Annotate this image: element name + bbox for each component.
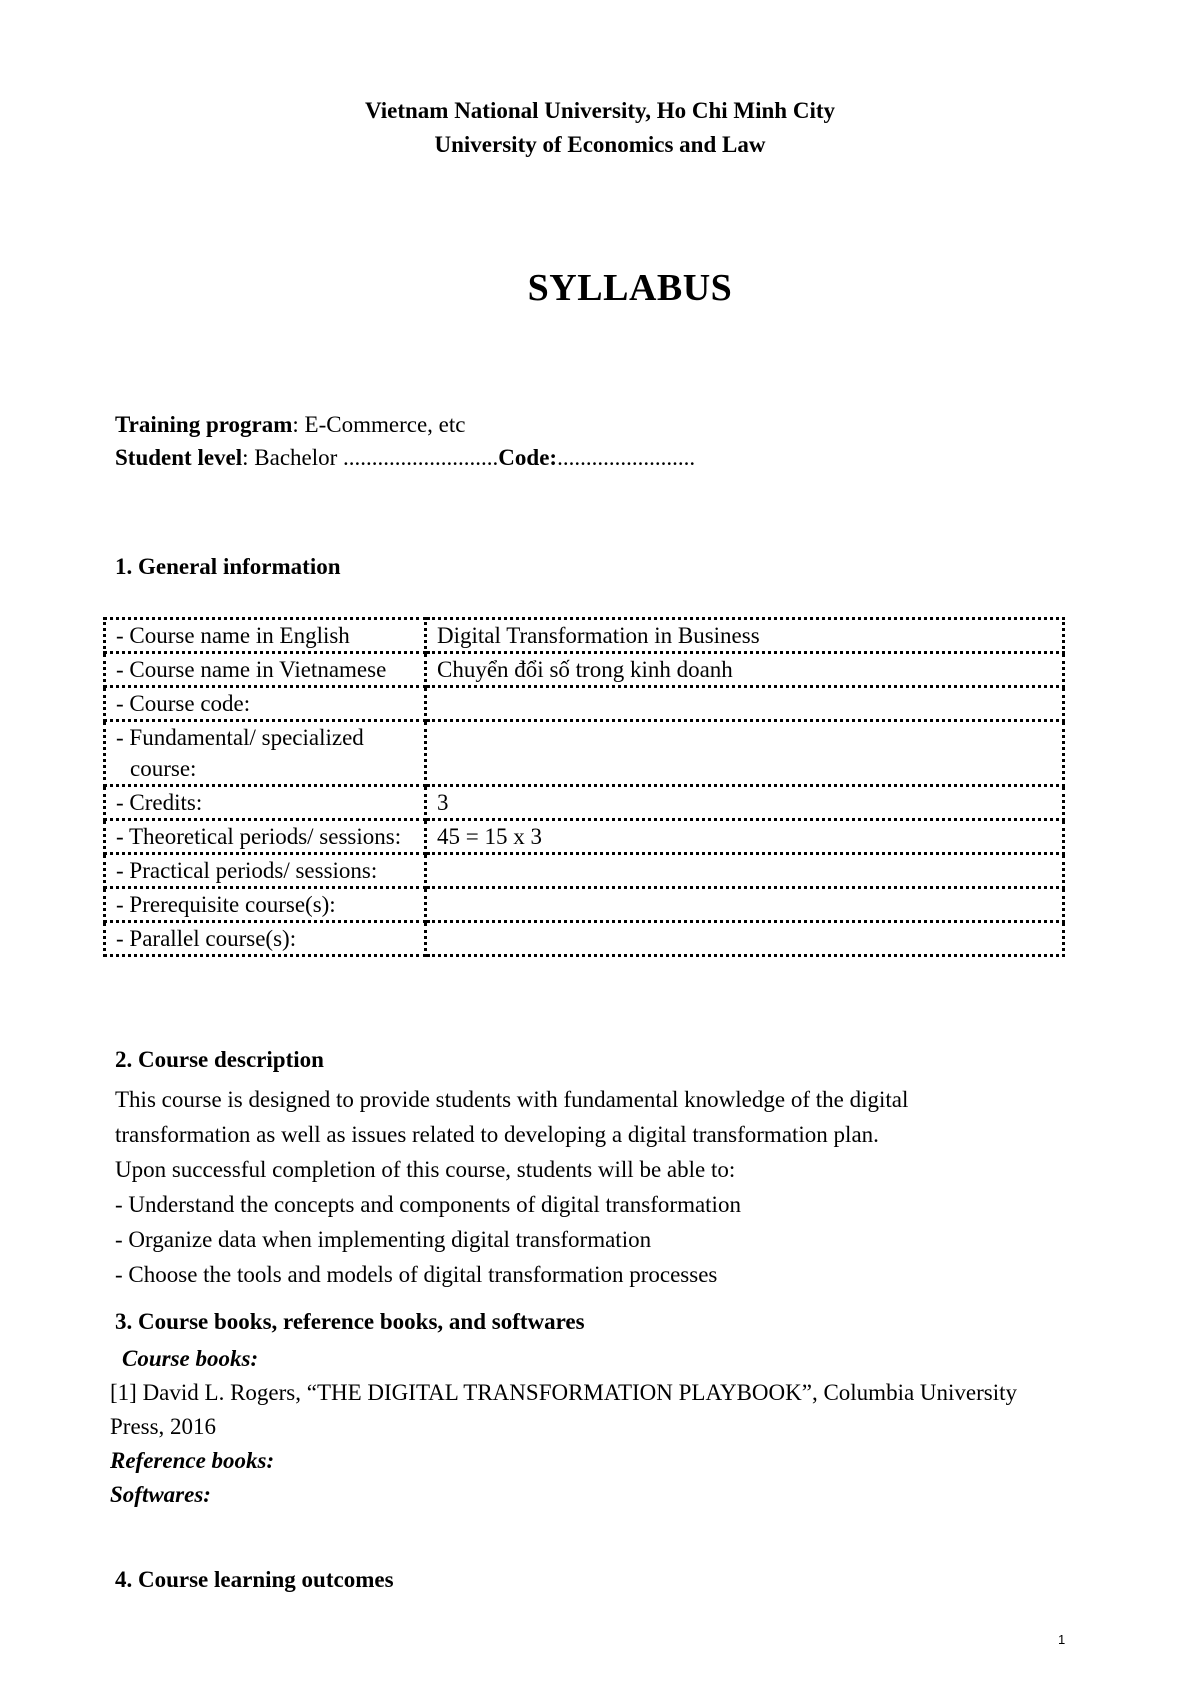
info-row-label-cell: [105, 820, 426, 854]
program-meta: [115, 408, 695, 474]
section-3-heading: 3. Course books, reference books, and softwares: [115, 1309, 585, 1334]
info-row: [105, 687, 1064, 721]
section-1-heading: 1. General information: [115, 554, 341, 579]
outcome-bullet: - Choose the tools and models of digital transformation processes: [115, 1262, 718, 1287]
info-row-label-cell: [105, 619, 426, 653]
university-name: Vietnam National University, Ho Chi Minh City: [364, 98, 836, 123]
general-information-table: [103, 617, 1065, 957]
code-value: ........................: [557, 445, 696, 470]
section-4-heading: 4. Course learning outcomes: [115, 1567, 394, 1592]
info-row-value: 45 = 15 x 3: [426, 820, 1064, 854]
code-label: Code:: [498, 445, 558, 470]
info-row-label-cell: [105, 687, 426, 721]
course-description: [115, 1082, 1055, 1292]
student-level-label: Student level: [115, 445, 243, 470]
page-number: 1: [1058, 1632, 1066, 1647]
info-row: [105, 922, 1064, 956]
info-row-label-cell: [105, 721, 426, 786]
info-row-label: - Theoretical periods/ sessions:: [116, 824, 402, 849]
info-row-value: Chuyển đổi số trong kinh doanh: [426, 653, 1064, 687]
info-row: [105, 786, 1064, 820]
info-row-value: [426, 721, 1064, 786]
description-line: Upon successful completion of this course, students will be able to:: [115, 1157, 736, 1182]
course-book-entry: [1] David L. Rogers, “THE DIGITAL TRANSFORMATION PLAYBOOK”, Columbia University Press, 2016: [110, 1380, 1018, 1439]
course-books-label: Course books:: [122, 1346, 259, 1371]
info-row-value: Digital Transformation in Business: [426, 619, 1064, 653]
description-line: transformation as well as issues related to developing a digital transformation plan.: [115, 1122, 879, 1147]
training-program-label: Training program: [115, 412, 293, 437]
outcome-bullet: - Organize data when implementing digital transformation: [115, 1227, 652, 1252]
training-program-value: : E-Commerce, etc: [292, 412, 466, 437]
info-row-label-cell: [105, 854, 426, 888]
student-level-line: [115, 441, 695, 474]
info-row: [105, 653, 1064, 687]
info-row-value: [426, 922, 1064, 956]
softwares-label: Softwares:: [110, 1482, 211, 1507]
info-row-label: - Practical periods/ sessions:: [116, 858, 378, 883]
info-row-value: 3: [426, 786, 1064, 820]
info-row-label: - Course code:: [116, 691, 251, 716]
info-row: [105, 854, 1064, 888]
info-row-label-cell: [105, 786, 426, 820]
training-program-line: [115, 408, 695, 441]
faculty-name: University of Economics and Law: [434, 132, 766, 157]
info-row-label-cell: [105, 653, 426, 687]
info-row: [105, 619, 1064, 653]
info-row-label-cell: [105, 922, 426, 956]
section-2-heading: 2. Course description: [115, 1047, 324, 1072]
info-row-label: - Course name in Vietnamese: [116, 657, 387, 682]
info-row-label-cell: [105, 888, 426, 922]
outcome-bullet: - Understand the concepts and components of digital transformation: [115, 1192, 741, 1217]
university-header: [0, 94, 1200, 162]
info-row-value: [426, 854, 1064, 888]
info-row-label: - Prerequisite course(s):: [116, 892, 336, 917]
info-row-label: - Course name in English: [116, 623, 350, 648]
info-row-value: [426, 687, 1064, 721]
info-row-label: - Parallel course(s):: [116, 926, 297, 951]
reference-books-label: Reference books:: [110, 1448, 275, 1473]
description-line: This course is designed to provide students with fundamental knowledge of the digital: [115, 1087, 909, 1112]
info-row-label: - Fundamental/ specialized course:: [116, 725, 364, 781]
info-row-value: [426, 888, 1064, 922]
document-title: SYLLABUS: [527, 267, 733, 309]
info-row: [105, 888, 1064, 922]
student-level-value: : Bachelor ...........................: [242, 445, 499, 470]
info-row: [105, 721, 1064, 786]
books-section: [110, 1342, 1070, 1512]
info-row: [105, 820, 1064, 854]
info-row-label: - Credits:: [116, 790, 203, 815]
